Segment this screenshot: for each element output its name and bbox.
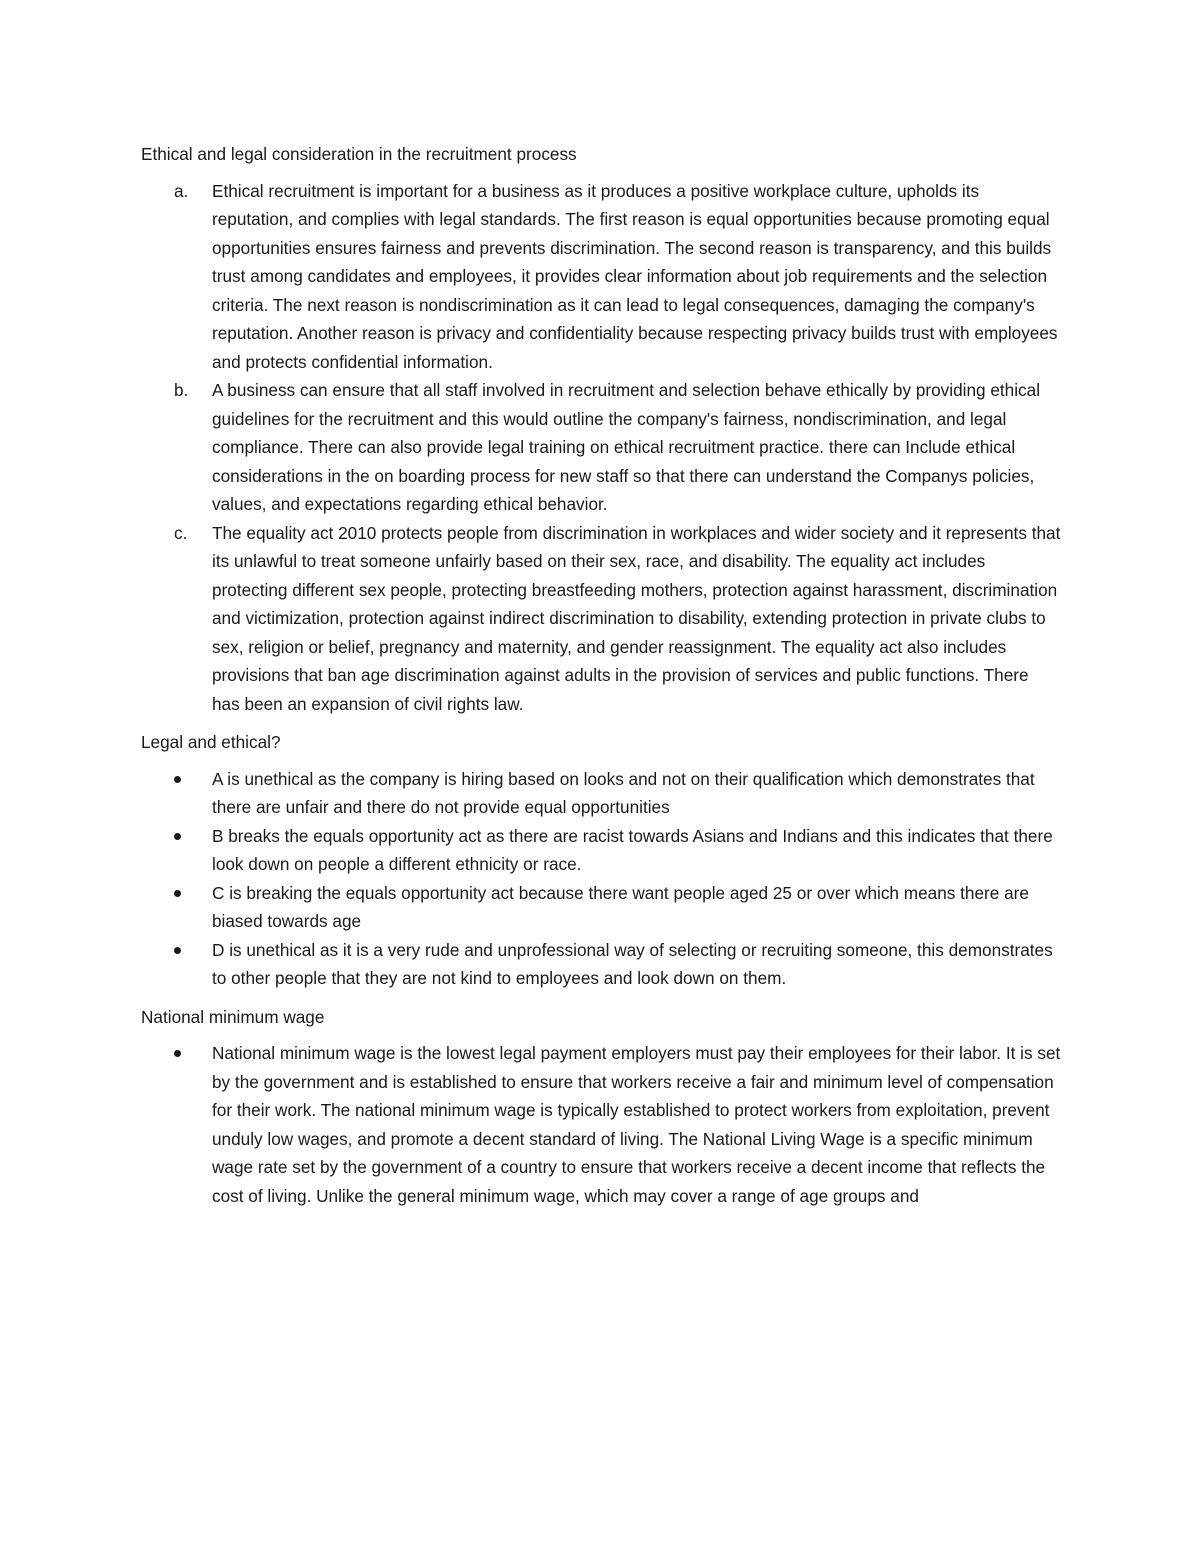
list-item-text: The equality act 2010 protects people from discrimination in workplaces and wider society and it represents that its unlawful to treat someone unfairly based on their sex, race, and disability. The equality act includes protecting different sex people, protecting breastfeeding mothers, protection against harassment, discrimination and victimization, protection against indirect discrimination to disability, extending protection in private clubs to sex, religion or belief, pregnancy and maternity, and gender reassignment. The equality act also includes provisions that ban age discrimination against adults in the provision of services and public functions. There has been an expansion of civil rights law. (212, 522, 1061, 714)
list-item (141, 822, 1061, 879)
document-body (141, 140, 1061, 1220)
list-item (141, 765, 1061, 822)
lettered-list (141, 177, 1061, 719)
list-item (141, 177, 1061, 377)
bullet-icon (174, 833, 181, 840)
list-item (141, 1039, 1061, 1210)
list-item (141, 519, 1061, 719)
list-item-text: Ethical recruitment is important for a business as it produces a positive workplace culture, upholds its reputation, and complies with legal standards. The first reason is equal opportunities because promoting equal opportunities ensures fairness and prevents discrimination. The second reason is transparency, and this builds trust among candidates and employees, it provides clear information about job requirements and the selection criteria. The next reason is nondiscrimination as it can lead to legal consequences, damaging the company's reputation. Another reason is privacy and confidentiality because respecting privacy builds trust with employees and protects confidential information. (212, 180, 1058, 372)
bullet-icon (174, 1050, 181, 1057)
bullet-icon (174, 776, 181, 783)
bullet-icon (174, 947, 181, 954)
list-item-text: C is breaking the equals opportunity act because there want people aged 25 or over which means there are biased towards age (212, 882, 1029, 931)
list-marker: a. (174, 180, 189, 201)
list-item (141, 376, 1061, 519)
list-item (141, 879, 1061, 936)
list-item (141, 936, 1061, 993)
list-item-text: National minimum wage is the lowest legal payment employers must pay their employees for their labor. It is set by the government and is established to ensure that workers receive a fair and minimum level of compensation for their work. The national minimum wage is typically established to protect workers from exploitation, prevent unduly low wages, and promote a decent standard of living. The National Living Wage is a specific minimum wage rate set by the government of a country to ensure that workers receive a decent income that reflects the cost of living. Unlike the general minimum wage, which may cover a range of age groups and (212, 1043, 1061, 1206)
list-item-text: B breaks the equals opportunity act as there are racist towards Asians and Indians and this indicates that there look down on people a different ethnicity or race. (212, 825, 1053, 874)
bullet-icon (174, 890, 181, 897)
list-item-text: A is unethical as the company is hiring based on looks and not on their qualification which demonstrates that there are unfair and there do not provide equal opportunities (212, 768, 1035, 817)
list-marker: b. (174, 380, 189, 400)
section-title-legal-ethical: Legal and ethical? (141, 732, 281, 752)
bullet-list (141, 765, 1061, 993)
section-title-ethical-legal: Ethical and legal consideration in the recruitment process (141, 144, 577, 164)
list-item-text: D is unethical as it is a very rude and unprofessional way of selecting or recruiting someone, this demonstrates to other people that they are not kind to employees and look down on them. (212, 939, 1053, 988)
section-title-minimum-wage: National minimum wage (141, 1006, 325, 1027)
list-item-text: A business can ensure that all staff involved in recruitment and selection behave ethically by providing ethical guidelines for the recruitment and this would outline the company's fairness, nondiscrimination, and legal compliance. There can also provide legal training on ethical recruitment practice. there can Include ethical considerations in the on boarding process for new staff so that there can understand the Companys policies, values, and expectations regarding ethical behavior. (212, 380, 1041, 514)
list-marker: c. (174, 522, 188, 543)
bullet-list (141, 1039, 1061, 1210)
